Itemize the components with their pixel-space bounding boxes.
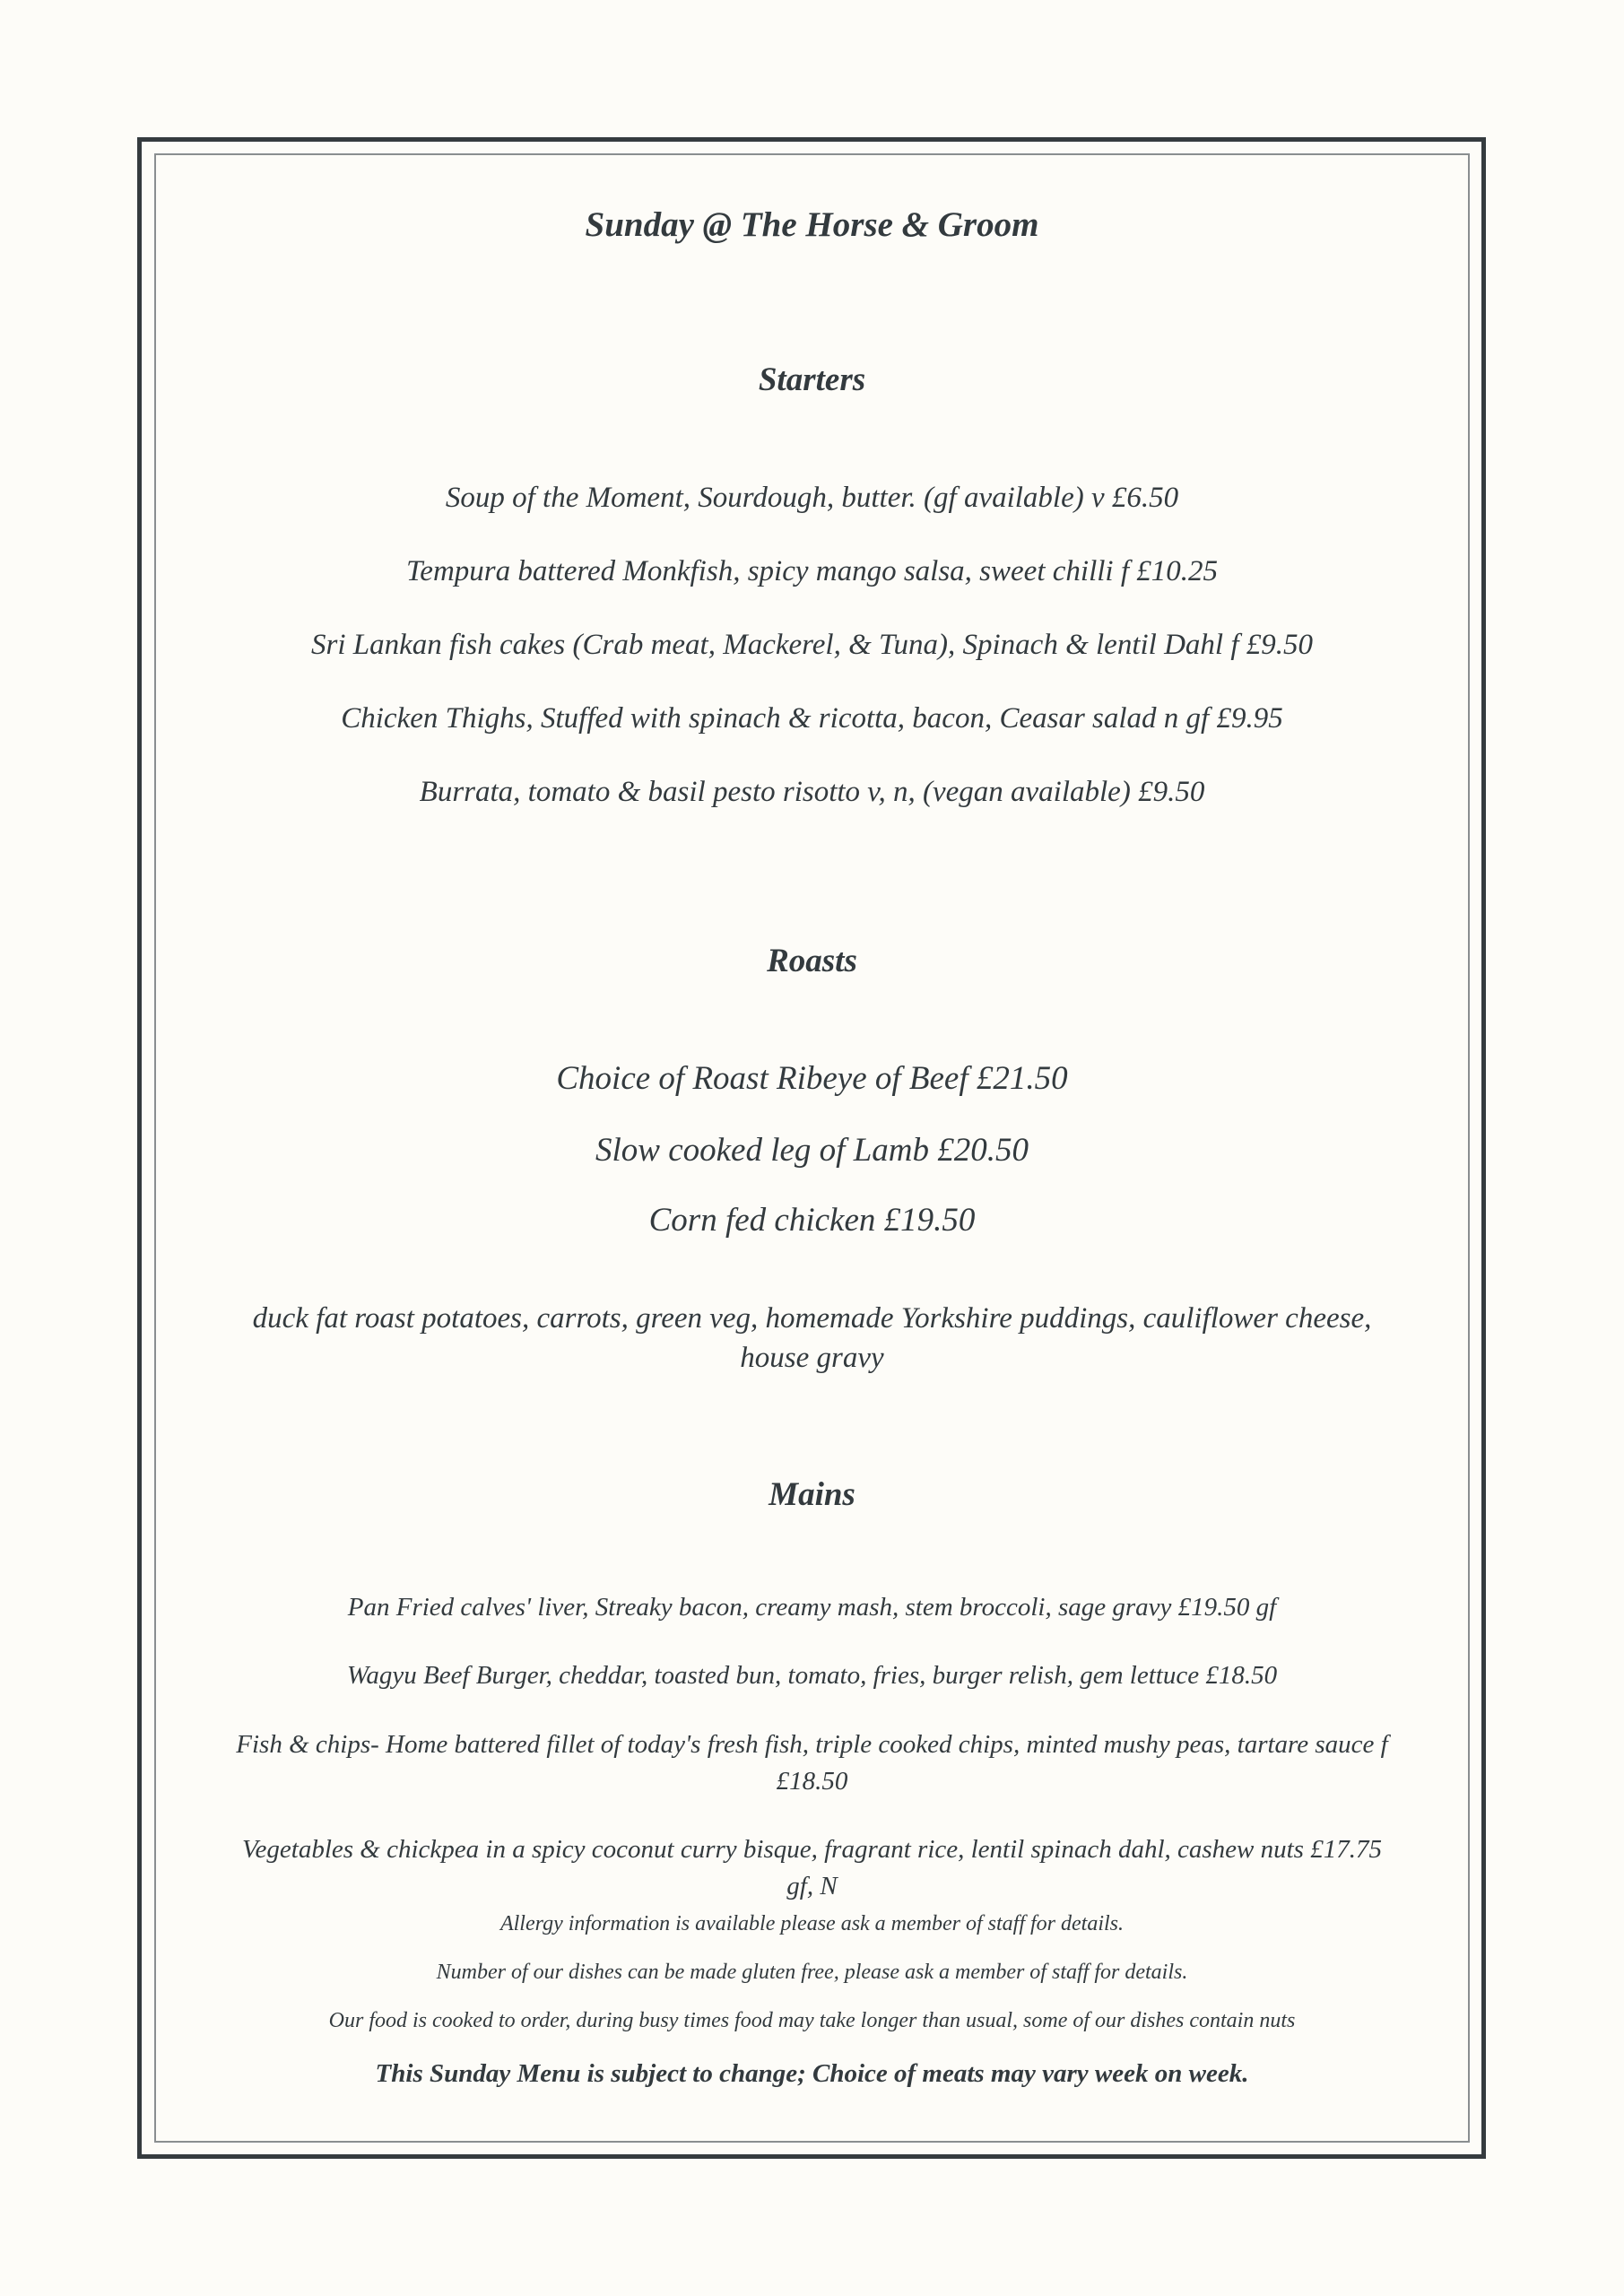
starter-item: Tempura battered Monkfish, spicy mango salsa, sweet chilli f £10.25: [405, 555, 1218, 587]
allergy-note: Allergy information is available please ask a member of staff for details.: [499, 1912, 1125, 1935]
roasts-heading: Roasts: [767, 943, 857, 979]
starter-item: Burrata, tomato & basil pesto risotto v, n, (vegan available) £9.50: [419, 776, 1205, 808]
starter-item: Sri Lankan fish cakes (Crab meat, Mackerel, & Tuna), Spinach & lentil Dahl f £9.50: [311, 629, 1313, 661]
starters-heading: Starters: [758, 361, 866, 398]
roast-item: Corn fed chicken £19.50: [648, 1202, 976, 1239]
roast-item: Slow cooked leg of Lamb £20.50: [595, 1132, 1029, 1169]
roast-sides: duck fat roast potatoes, carrots, green veg, homemade Yorkshire puddings, cauliflower cheese, house gravy: [252, 1302, 1372, 1374]
menu-title: Sunday @ The Horse & Groom: [585, 205, 1039, 244]
starter-item: Soup of the Moment, Sourdough, butter. (gf available) v £6.50: [445, 482, 1179, 514]
main-item: Wagyu Beef Burger, cheddar, toasted bun, tomato, fries, burger relish, gem lettuce £18.50: [346, 1661, 1278, 1690]
menu-disclaimer: This Sunday Menu is subject to change; Choice of meats may vary week on week.: [375, 2059, 1249, 2088]
roast-item: Choice of Roast Ribeye of Beef £21.50: [556, 1060, 1068, 1097]
mains-heading: Mains: [769, 1476, 855, 1513]
main-item: Vegetables & chickpea in a spicy coconut curry bisque, fragrant rice, lentil spinach dahl, cashew nuts £17.75 gf, N: [242, 1835, 1382, 1900]
cooking-note: Our food is cooked to order, during busy times food may take longer than usual, some of our dishes contain nuts: [328, 2009, 1296, 2032]
starter-item: Chicken Thighs, Stuffed with spinach & ricotta, bacon, Ceasar salad n gf £9.95: [341, 702, 1283, 735]
main-item: Pan Fried calves' liver, Streaky bacon, creamy mash, stem broccoli, sage gravy £19.50 gf: [347, 1593, 1277, 1622]
main-item: Fish & chips- Home battered fillet of today's fresh fish, triple cooked chips, minted mushy peas, tartare sauce f £18.50: [236, 1730, 1388, 1796]
gluten-note: Number of our dishes can be made gluten free, please ask a member of staff for details.: [436, 1961, 1188, 1984]
